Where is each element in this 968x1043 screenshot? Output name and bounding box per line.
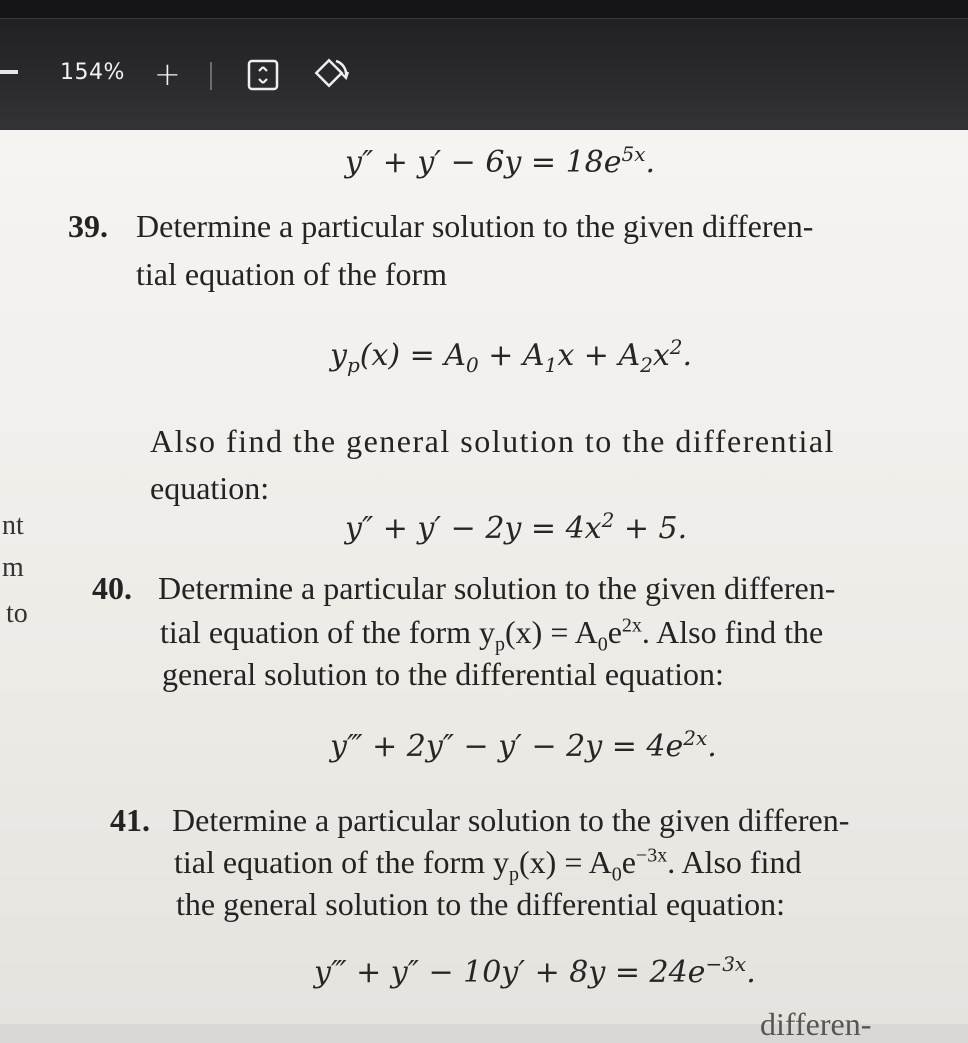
- viewer-toolbar: [0, 0, 968, 130]
- problem-41-line3: the general solution to the differential equation:: [176, 886, 785, 922]
- zoom-out-button[interactable]: [0, 70, 18, 74]
- problem-39-form: $y_p(x) = A_0 + A_1x + A_2x^2$.: [330, 335, 693, 377]
- problem-40-line1: Determine a particular solution to the given differen-: [158, 570, 836, 606]
- toolbar-divider: [210, 62, 212, 90]
- problem-39-line2: tial equation of the form: [136, 256, 448, 292]
- problem-40-number: 40.: [92, 570, 132, 606]
- rotate-icon[interactable]: [312, 56, 350, 94]
- margin-fragment-2: m: [2, 552, 24, 583]
- zoom-level[interactable]: 154%: [60, 60, 125, 85]
- problem-39-line3: Also find the general solution to the differential: [150, 423, 835, 459]
- document-page: [0, 130, 968, 1042]
- top-equation: $y'' + y' - 6y = 18e^{5x}$.: [345, 142, 656, 180]
- problem-39-number: 39.: [68, 208, 108, 244]
- problem-41-equation: y‴ + $y'' - 10y' + 8y = 24e^{-3x}$.: [314, 952, 756, 990]
- margin-fragment-1: nt: [2, 510, 24, 541]
- problem-40-equation: y‴ + $2y'' - y' - 2y = 4e^{2x}$.: [330, 726, 717, 764]
- problem-39-line4: equation:: [150, 470, 270, 506]
- problem-40-line3: general solution to the differential equation:: [162, 656, 724, 692]
- problem-39-line1: Determine a particular solution to the given differen-: [136, 208, 814, 244]
- problem-41-line1: Determine a particular solution to the given differen-: [172, 802, 850, 838]
- problem-39-equation: $y'' + y' - 2y = 4x^2 + 5$.: [345, 508, 688, 546]
- problem-41-number: 41.: [110, 802, 150, 838]
- page-fit-icon[interactable]: [246, 58, 280, 92]
- margin-fragment-3: to: [6, 598, 28, 629]
- cutoff-text: differen-: [760, 1006, 872, 1042]
- zoom-in-button[interactable]: +: [154, 55, 181, 93]
- problem-40-line2: tial equation of the form $y_p(x) = A_0e^{2x}$. Also find the: [160, 614, 824, 656]
- screen-bezel: [0, 0, 968, 19]
- problem-41-line2: tial equation of the form $y_p(x) = A_0e^{-3x}$. Also find: [174, 844, 802, 886]
